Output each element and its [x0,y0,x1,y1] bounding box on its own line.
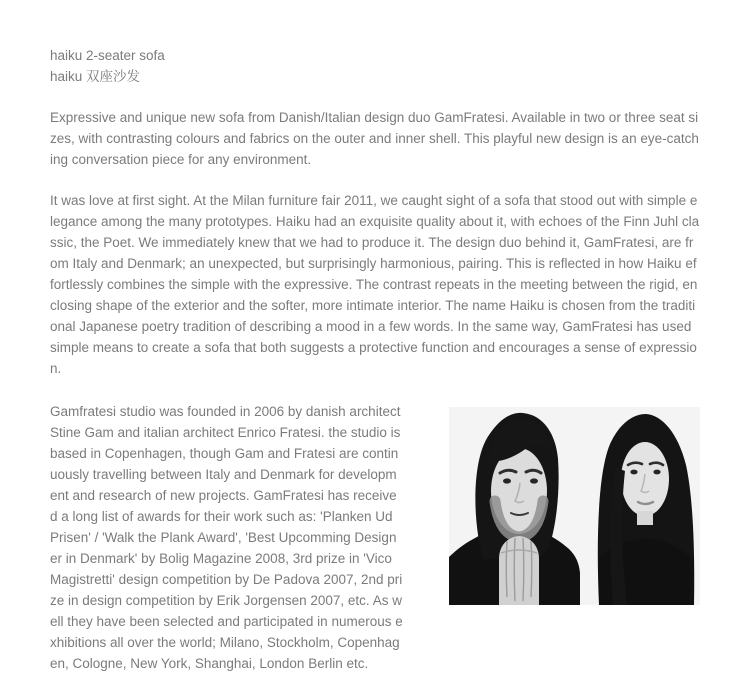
designers-portrait-photo [449,407,700,605]
product-title-zh: haiku 双座沙发 [50,69,141,84]
intro-paragraph: Expressive and unique new sofa from Danish/Italian design duo GamFratesi. Available in two or three seat sizes, with contrasting colours and fabrics on the outer and inner shell. This playful new design is an eye-catching conversation piece for any environment. [50,110,699,167]
studio-paragraph: Gamfratesi studio was founded in 2006 by danish architect Stine Gam and italian architect Enrico Fratesi. the studio is based in Copenhagen, though Gam and Fratesi are continuously travelling between Italy and Denmark for development and research of new projects. GamFratesi has received a long list of awards for their work such as: 'Planken Ud Prisen' / 'Walk the Plank Award', 'Best Upcomming Designer in Denmark' by Bolig Magazine 2008, 3rd prize in 'Vico Magistretti' design competition by De Padova 2007, 2nd prize in design competition by Erik Jorgensen 2007, etc. As well they have been selected and participated in numerous exhibitions all over the world; Milano, Stockholm, Copenhagen, Cologne, New York, Shanghai, London Berlin etc. [50,404,403,671]
product-title-en: haiku 2-seater sofa [50,48,165,63]
studio-section [50,401,700,674]
story-paragraph: It was love at first sight. At the Milan furniture fair 2011, we caught sight of a sofa that stood out with simple elegance among the many prototypes. Haiku had an exquisite quality about it, with echoes of the Finn Juhl classic, the Poet. We immediately knew that we had to produce it. The design duo behind it, GamFratesi, are from Italy and Denmark; an unexpected, but surprisingly harmonious, pairing. This is reflected in how Haiku effortlessly combines the simple with the expressive. The contrast repeats in the meeting between the rigid, enclosing shape of the exterior and the softer, more intimate interior. The name Haiku is chosen from the traditional Japanese poetry tradition of describing a mood in a few words. In the same way, GamFratesi has used simple means to create a sofa that both suggests a protective function and encourages a sense of expression. [50,193,700,376]
